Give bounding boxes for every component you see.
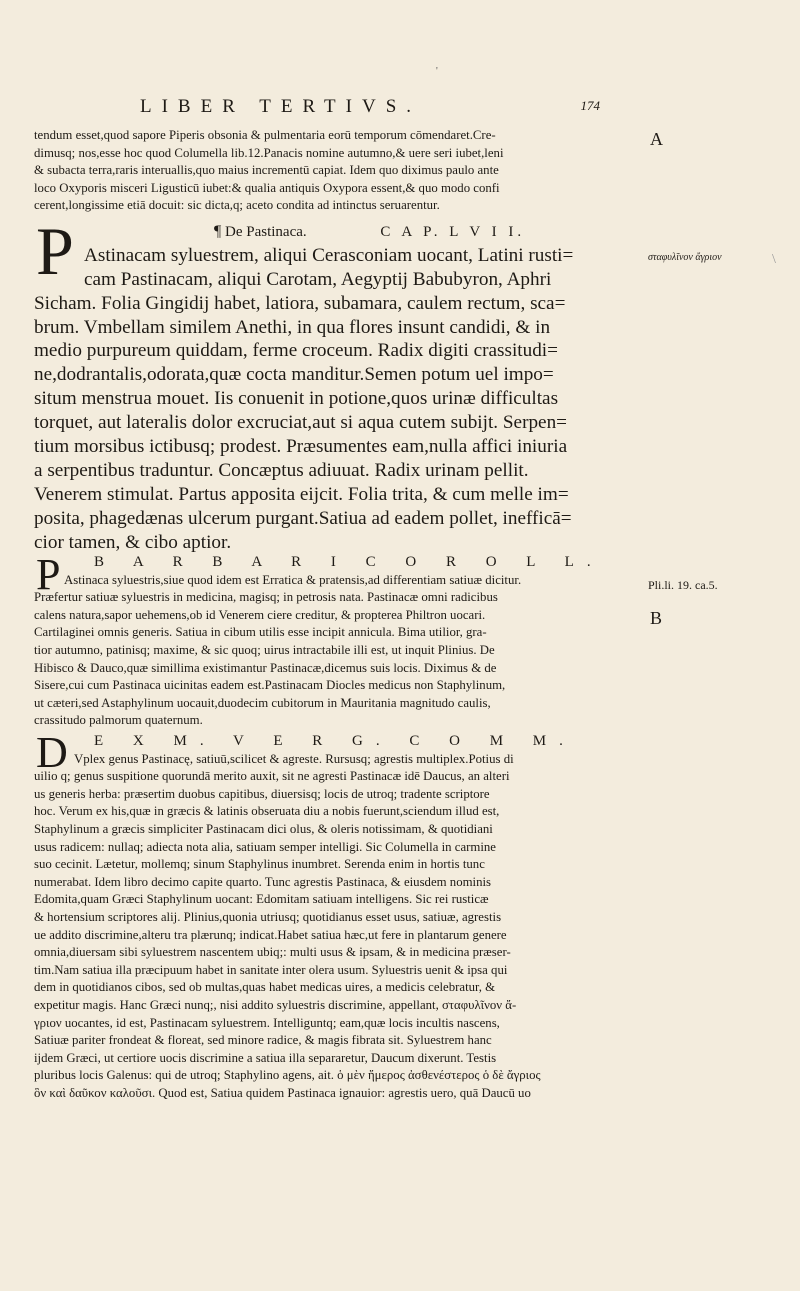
chapter-number: C A P. L V I I. bbox=[380, 224, 526, 240]
text-line: & hortensium scriptores alij. Plinius,quonia utriusq; quotidianus esset usus, satiuæ, agrestis bbox=[34, 909, 502, 924]
margin-pliny-ref: Pli.li. 19. ca.5. bbox=[648, 578, 718, 592]
text-line: tim.Nam satiua illa præcipuum habet in sanitate inter olera usum. Syluestris uenit & ipsa qui bbox=[34, 962, 508, 977]
text-line: hoc. Verum ex his,quæ in græcis & latinis obseruata diu a nobis fuerunt,sciendum illud est, bbox=[34, 804, 500, 819]
chapter-drop-cap: P bbox=[36, 213, 74, 289]
folio-number: 174 bbox=[580, 98, 600, 113]
text-line: torquet, aut lateralis dolor excruciat,aut si aqua cutem subijt. Serpen= bbox=[34, 412, 567, 434]
text-line: Sicham. Folia Gingidij habet, latiora, subamara, caulem rectum, sca= bbox=[34, 292, 566, 314]
text-line: usus radicem: nullaq; adiecta nota alia, satiuam semper intelligi. Sic Columella in carmine bbox=[34, 839, 496, 854]
margin-letter-a: A bbox=[650, 129, 663, 149]
text-line: ne,dodrantalis,odorata,quæ cocta manditur.Semen potum uel impo= bbox=[34, 364, 554, 386]
text-line: cam Pastinacam, aliqui Carotam, Aegyptij Babubyron, Aphri bbox=[84, 268, 552, 290]
chapter-section bbox=[34, 213, 639, 554]
text-line: Præfertur satiuæ syluestris in medicina, magisq; in petrosis nata. Pastinacæ omni radicibus bbox=[34, 590, 498, 605]
text-line: cerent,longissime etiā docuit: sic dicta,q; aceto condita ad intinctus seruarentur. bbox=[34, 198, 440, 213]
text-line: numerabat. Idem libro decimo capite quarto. Tunc agrestis Pastinaca, & eiusdem nominis bbox=[34, 874, 492, 889]
text-line: ὃν καὶ δαῦκον καλοῦσι. Quod est, Satiua quidem Pastinaca ignauior: agrestis uero, quā Daucū uo bbox=[34, 1085, 531, 1100]
margin-letter-b: B bbox=[650, 608, 663, 628]
text-line: & subacta terra,raris interuallis,quo maius incrementū capiat. Idem quo diximus paulo ante bbox=[34, 163, 499, 178]
text-line: ijdem Græci, ut certiore uocis discrimine a satiua illa separaretur, Daucum dixerunt. Testis bbox=[34, 1050, 497, 1065]
text-line: crassitudo palmorum quaternum. bbox=[34, 713, 203, 728]
text-line: ut cæteri,sed Astaphylinum uocauit,duodecim cubitorum in Mauritania magnitudo caulis, bbox=[34, 695, 491, 710]
text-line: tendum esset,quod sapore Piperis obsonia & pulmentaria eorū temporum cōmendaret.Cre- bbox=[34, 128, 496, 142]
intro-paragraph bbox=[34, 127, 639, 215]
text-line: Edomita,quam Græci Staphylinum uocant: Edomitam satiuam intelligens. Sic rei rusticæ bbox=[34, 892, 489, 907]
chapter-title: De Pastinaca. bbox=[225, 224, 307, 240]
comm-heading: E X M. V E R G. C O M M. bbox=[94, 733, 576, 749]
text-line: medio purpureum quiddam, ferme croceum. Radix digiti crassitudi= bbox=[34, 340, 558, 362]
text-line: pluribus locis Galenus: qui de utroq; Staphylino agens, ait. ὁ μὲν ἥμερος ἀσθενέστερος ὁ δὲ ἄγριος bbox=[34, 1068, 541, 1083]
commentary-section bbox=[34, 728, 639, 1102]
text-line: dimusq; nos,esse hoc quod Columella lib.12.Panacis nomine autumno,& uere seri iubet,leni bbox=[34, 145, 504, 160]
text-line: Cartilaginei omnis generis. Satiua in cibum utilis esse incipit annicula. Bima utilior, gra- bbox=[34, 625, 487, 640]
text-line: a serpentibus traduntur. Concæptus adiuuat. Radix urinam pellit. bbox=[34, 459, 529, 481]
text-line: tium morsibus ictibusq; prodest. Præsumentes eam,nulla affici iniuria bbox=[34, 436, 568, 458]
text-line: expetitur magis. Hanc Græci nunq;, nisi addito syluestris discrimine, appellant, σταφυλῖνον ἄ- bbox=[34, 997, 517, 1012]
text-line: suo cecinit. Lætetur, mollemq; sinum Staphylinus inumbret. Serenda enim in hortis tunc bbox=[34, 857, 485, 872]
text-line: tior autumno, patinisq; maxime, & sic quoq; uirus intractabile illi est, ut inquit Plinius. De bbox=[34, 642, 495, 657]
comm-drop-cap: D bbox=[36, 728, 68, 777]
text-line: dem in quotidianos cibos, sed ob multas,quas habet medicas uires, a medicis celebratur, & bbox=[34, 980, 496, 995]
text-line: cior tamen, & cibo aptior. bbox=[34, 531, 232, 553]
text-line: γριον uocantes, id est, Pastinacam syluestrem. Intelliguntq; eam,quæ locis incultis nascens, bbox=[34, 1015, 500, 1030]
text-line: Astinaca syluestris,siue quod idem est Erratica & pratensis,ad differentiam satiuæ dicitur. bbox=[64, 572, 522, 587]
text-line: uilio q; genus suspitione quorundā merito auxit, sit ne agresti Pastinacæ idē Daucus, an alteri bbox=[34, 769, 510, 784]
margin-tick: \ bbox=[772, 252, 776, 267]
barbari-drop-cap: P bbox=[36, 550, 61, 599]
text-line: us generis herba: præsertim duobus capitibus, diuersisq; locis de utroq; tradente scriptore bbox=[34, 786, 490, 801]
chapter-title-line bbox=[34, 220, 639, 244]
pilcrow-icon: ¶ bbox=[214, 223, 222, 240]
text-line: Astinacam syluestrem, aliqui Cerasconiam uocant, Latini rusti= bbox=[84, 244, 574, 266]
text-line: ue addito discrimine,alteru tra plærunq; indicat.Habet satiua hæc,ut fere in plantarum genere bbox=[34, 927, 507, 942]
text-line: Satiuæ pariter frondeat & floreat, sed minore radice, & magis fibrata sit. Syluestrem hanc bbox=[34, 1033, 492, 1048]
text-line: posita, phagedænas ulcerum purgant.Satiua ad eadem pollet, inefficā= bbox=[34, 507, 572, 529]
text-line: calens natura,sapor uehemens,ob id Venerem ciere creditur, & propterea Philtron uocari. bbox=[34, 607, 486, 622]
text-line: Hibisco & Dauco,quæ simillima existimantur Pastinacæ,dicemus suis locis. Diximus & de bbox=[34, 660, 497, 675]
barbari-heading: B A R B A R I C O R O L L. bbox=[94, 554, 604, 570]
text-line: Staphylinum a græcis simpliciter Pastinacam dici olus, & oleris notissimam, & quotidiani bbox=[34, 821, 493, 836]
barbari-section bbox=[34, 550, 639, 730]
text-line: brum. Vmbellam similem Anethi, in qua flores insunt candidi, & in bbox=[34, 316, 551, 338]
page-header bbox=[140, 96, 600, 120]
text-line: Vplex genus Pastinacę, satiuū,scilicet & agreste. Rursusq; agrestis multiplex.Potius di bbox=[74, 751, 514, 766]
text-line: loco Oxyporis misceri Ligusticū iubet:& qualia antiquis Oxypora essent,& quo modo confi bbox=[34, 180, 500, 195]
text-line: situm menstrua mouet. Iis conuenit in potione,quos urinæ difficultas bbox=[34, 388, 559, 410]
margin-greek-note: σταφυλῖνον ἄγριον bbox=[648, 252, 722, 263]
text-line: Venerem stimulat. Partus apposita eijcit. Folia trita, & cum melle im= bbox=[34, 483, 569, 505]
text-line: omnia,diuersam sibi syluestrem nascentem ubiq;: multi usus & ipsam, & in medicina præser- bbox=[34, 945, 511, 960]
text-line: Sisere,cui cum Pastinaca uicinitas eadem est.Pastinacam Diocles medicus non Staphylinum, bbox=[34, 678, 506, 693]
top-mark: ' bbox=[436, 66, 438, 77]
running-head: LIBER TERTIVS. bbox=[140, 96, 422, 117]
